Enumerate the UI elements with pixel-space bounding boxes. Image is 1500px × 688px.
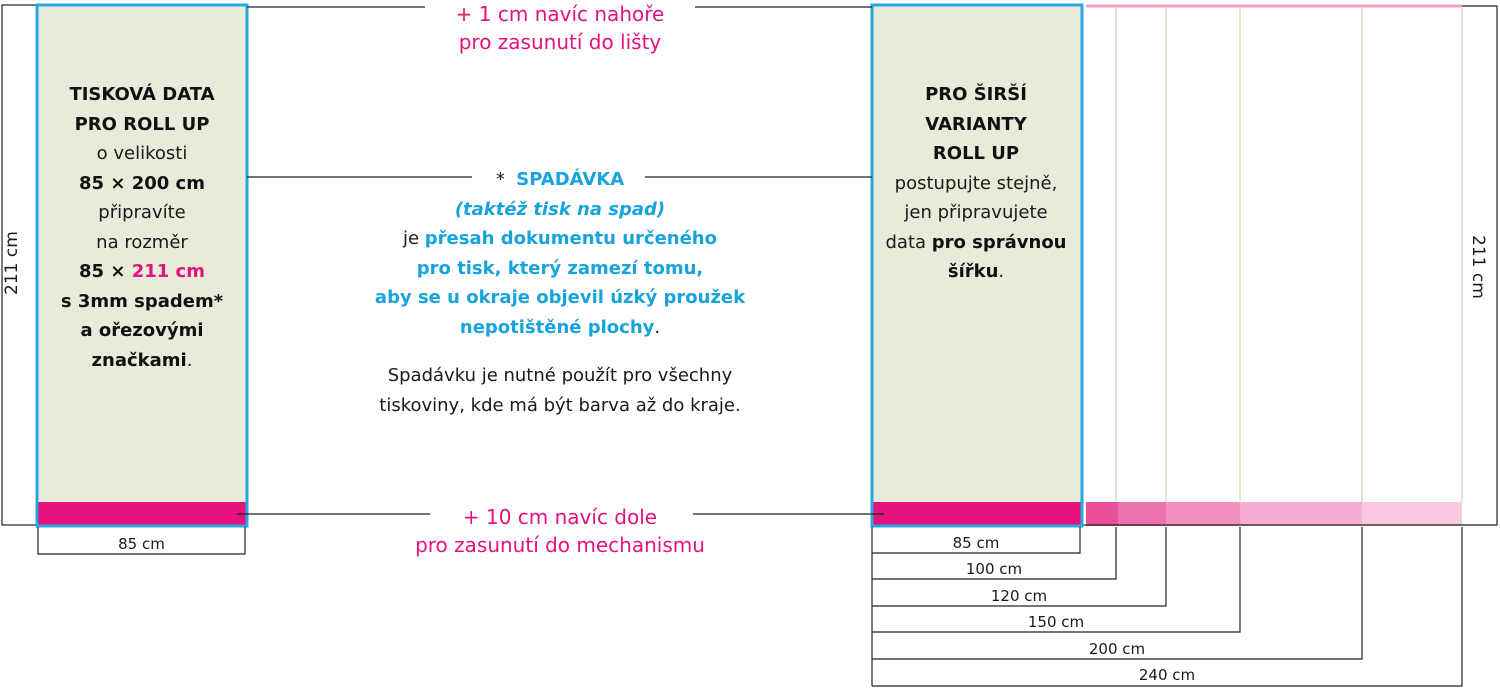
left-size-print-height: 211 cm <box>131 261 205 282</box>
right-line-6b: pro správnou <box>931 231 1067 253</box>
right-line-7 <box>872 257 1080 287</box>
bleed-note-line1: Spadávku je nutné použít pro všechny <box>387 365 733 386</box>
top-extension-note <box>380 0 740 56</box>
asterisk: * <box>495 169 505 190</box>
top-note-line1: + 1 cm navíc nahoře <box>455 2 665 26</box>
left-panel-text <box>38 80 246 375</box>
wide-ext-200 <box>1240 502 1362 526</box>
right-line-7-text: šířku <box>947 261 999 282</box>
width-label-120: 120 cm <box>990 587 1048 605</box>
bleed-def-line3: aby se u okraje objevil úzký proužek <box>374 287 746 308</box>
width-label-240: 240 cm <box>1138 666 1196 684</box>
bleed-def-text4: nepotištěné plochy <box>459 316 655 338</box>
right-line-7-end: . <box>998 261 1005 282</box>
width-label-150: 150 cm <box>1027 613 1085 631</box>
width-label-200: 200 cm <box>1088 640 1146 658</box>
right-heading-3: ROLL UP <box>932 143 1020 164</box>
bleed-def-line1 <box>300 224 820 254</box>
bleed-def-prefix: je <box>403 228 425 249</box>
left-line-10-text: značkami <box>91 349 187 371</box>
left-line-10-end: . <box>186 349 193 371</box>
bottom-note-line2: pro zasunutí do mechanismu <box>415 533 705 557</box>
left-size-print <box>38 257 246 287</box>
left-size-print-width: 85 × <box>79 261 132 282</box>
bleed-def-end: . <box>654 316 661 338</box>
left-line-10 <box>38 346 246 376</box>
width-label-100: 100 cm <box>965 560 1023 578</box>
wide-ext-120 <box>1118 502 1166 526</box>
bleed-term-line <box>300 165 820 195</box>
left-height-label: 211 cm <box>2 231 22 295</box>
right-heading-2: VARIANTY <box>925 113 1027 135</box>
right-height-label: 211 cm <box>1468 235 1488 299</box>
left-line-9: a ořezovými <box>80 320 204 341</box>
left-heading-2: PRO ROLL UP <box>74 113 210 135</box>
left-line-3: o velikosti <box>96 143 188 164</box>
top-note-line2: pro zasunutí do lišty <box>458 30 662 54</box>
bleed-definition <box>300 165 820 342</box>
bleed-term: SPADÁVKA <box>516 169 625 190</box>
right-line-5: jen připravujete <box>904 202 1048 223</box>
bleed-def-line4 <box>300 313 820 343</box>
wide-ext-100 <box>1086 502 1118 526</box>
left-width-label: 85 cm <box>118 535 165 553</box>
left-line-8: s 3mm spadem* <box>60 290 224 312</box>
bleed-note-line2: tiskoviny, kde má být barva až do kraje. <box>379 394 741 416</box>
bottom-extension-note <box>340 503 780 559</box>
bottom-note-line1: + 10 cm navíc dole <box>462 505 658 529</box>
bleed-usage-note <box>300 361 820 420</box>
right-heading-1: PRO ŠIRŠÍ <box>925 84 1027 105</box>
right-line-4: postupujte stejně, <box>894 172 1058 194</box>
left-bottom-extension <box>37 502 247 526</box>
bleed-def-line2: pro tisk, který zamezí tomu, <box>416 257 704 279</box>
bleed-def-text1: přesah dokumentu určeného <box>424 228 717 249</box>
bleed-term-alt: (taktéž tisk na spad) <box>454 198 666 220</box>
right-line-6 <box>872 228 1080 258</box>
left-line-6: na rozměr <box>96 231 188 253</box>
wide-ext-240 <box>1362 502 1462 526</box>
left-line-5: připravíte <box>98 202 186 223</box>
left-size-nominal: 85 × 200 cm <box>79 172 205 194</box>
left-heading-1: TISKOVÁ DATA <box>69 84 215 105</box>
right-bottom-extension <box>872 502 1082 526</box>
right-panel-text <box>872 80 1080 287</box>
width-label-85: 85 cm <box>952 534 1000 552</box>
right-line-6a: data <box>885 231 932 253</box>
wide-ext-150 <box>1166 502 1240 526</box>
